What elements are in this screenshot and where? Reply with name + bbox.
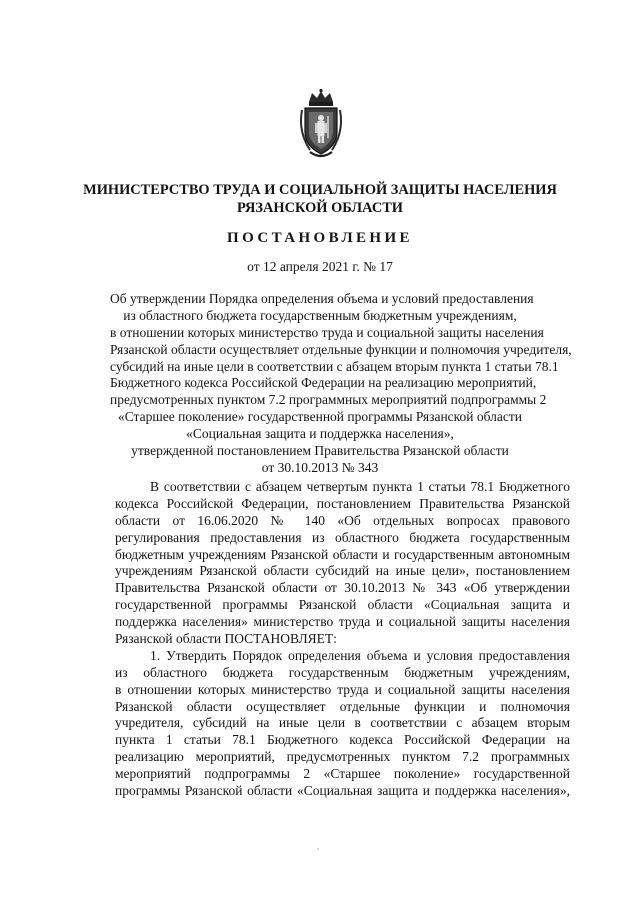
body-line: Рязанской области ПОСТАНОВЛЯЕТ:: [115, 631, 337, 647]
body-line: Правительства Рязанской области от 30.10.2013 № 343 «Об утверждении: [115, 580, 570, 596]
body-line: государственной программы Рязанской области «Социальная защита и: [115, 597, 570, 613]
body-line: реализацию мероприятий, предусмотренных пунктом 7.2 программных: [115, 749, 570, 765]
title-line: Бюджетного кодекса Российской Федерации на реализацию мероприятий,: [110, 375, 537, 391]
body-line: пункта 1 статьи 78.1 Бюджетного кодекса Российской Федерации на: [115, 732, 570, 748]
title-line: в отношении которых министерство труда и социальной защиты населения: [110, 324, 544, 340]
title-line: «Старшее поколение» государственной программы Рязанской области: [117, 409, 523, 425]
scan-speck: [317, 848, 319, 850]
body-line: учреждениям Рязанской области субсидий на иные цели», постановлением: [115, 563, 570, 579]
ministry-name-line: МИНИСТЕРСТВО ТРУДА И СОЦИАЛЬНОЙ ЗАЩИТЫ НАСЕЛЕНИЯ: [83, 182, 557, 198]
title-line: субсидий на иные цели в соответствии с абзацем вторым пункта 1 статьи 78.1: [110, 358, 559, 374]
title-line: Об утверждении Порядка определения объема и условий предоставления: [110, 291, 534, 306]
title-line: предусмотренных пунктом 7.2 программных мероприятий подпрограммы 2: [110, 392, 547, 408]
title-line: Рязанской области осуществляет отдельные функции и полномочия учредителя,: [110, 341, 572, 357]
decree-body: [115, 479, 570, 800]
title-line: от 30.10.2013 № 343: [261, 459, 379, 475]
body-line: в отношении которых министерство труда и социальной защиты населения: [115, 681, 570, 697]
body-line: из областного бюджета государственным бюджетным учреждениям,: [115, 664, 570, 680]
title-line: утвержденной постановлением Правительства Рязанской области: [131, 443, 509, 459]
body-line: учредителя, субсидий на иные цели в соответствии с абзацем вторым: [115, 715, 570, 731]
decree-title: [110, 291, 572, 477]
title-line: из областного бюджета государственным бюджетным учреждениям,: [123, 307, 517, 323]
body-line: области от 16.06.2020 № 140 «Об отдельных вопросах правового: [115, 512, 570, 528]
decree-heading: ПОСТАНОВЛЕНИЕ: [227, 230, 413, 246]
ryazan-coat-of-arms-icon: [296, 88, 346, 160]
body-line: В соответствии с абзацем четвертым пункта 1 статьи 78.1 Бюджетного: [150, 479, 570, 494]
decree-date-number: от 12 апреля 2021 г. № 17: [247, 259, 393, 274]
body-line: 1. Утвердить Порядок определения объема и условия предоставления: [150, 647, 570, 663]
body-line: мероприятий подпрограммы 2 «Старшее поколение» государственной: [115, 766, 570, 782]
body-line: программы Рязанской области «Социальная защита и поддержка населения»,: [115, 783, 570, 799]
body-line: бюджетным учреждениям Рязанской области и государственным автономным: [115, 546, 570, 562]
body-line: поддержка населения» министерство труда и социальной защиты населения: [115, 614, 570, 630]
body-line: кодекса Российской Федерации, постановлением Правительства Рязанской: [115, 495, 570, 511]
title-line: «Социальная защита и поддержка населения»,: [186, 426, 454, 442]
ministry-region-line: РЯЗАНСКОЙ ОБЛАСТИ: [236, 200, 404, 216]
body-line: Рязанской области осуществляет отдельные функции и полномочия: [115, 698, 570, 714]
body-line: регулирования предоставления из областного бюджета государственным: [115, 529, 570, 545]
